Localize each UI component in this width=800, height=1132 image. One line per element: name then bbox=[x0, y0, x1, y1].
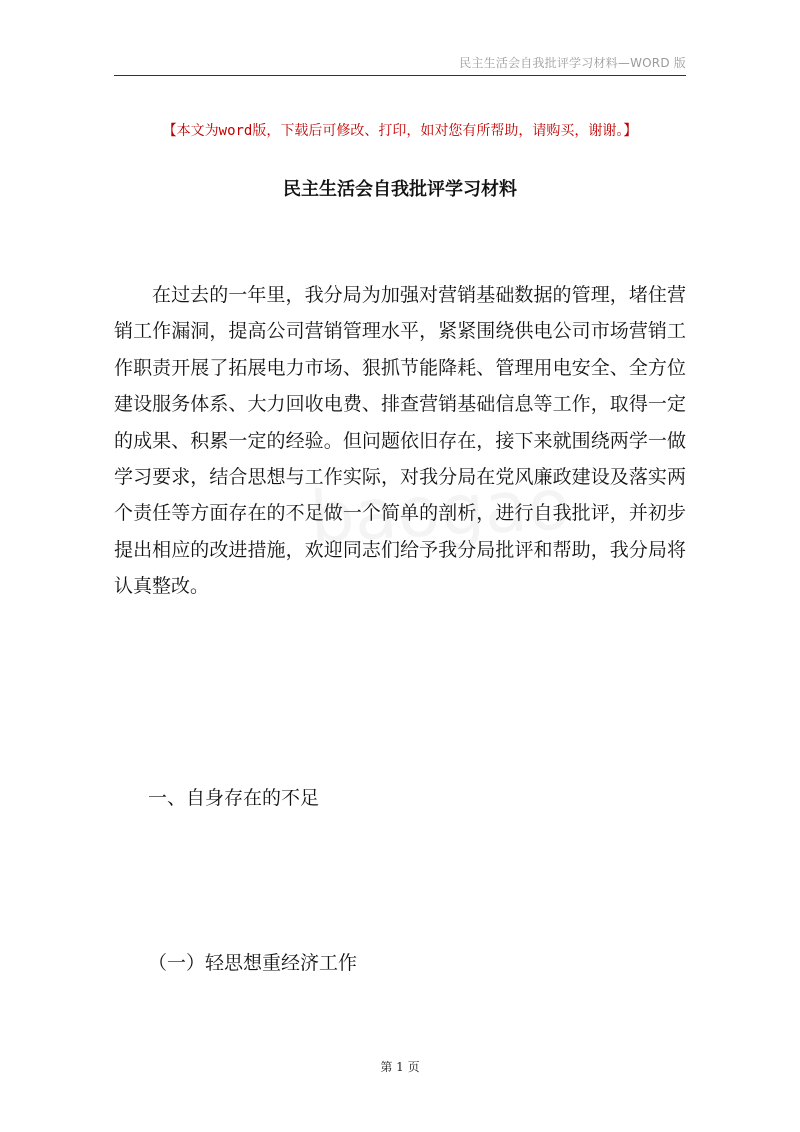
header-divider bbox=[114, 75, 686, 76]
section-heading: 一、自身存在的不足 bbox=[148, 787, 320, 809]
purchase-notice: 【本文为word版，下载后可修改、打印，如对您有所帮助，请购买，谢谢。】 bbox=[162, 123, 638, 139]
subsection-heading: （一）轻思想重经济工作 bbox=[148, 952, 358, 974]
document-title: 民主生活会自我批评学习材料 bbox=[283, 179, 517, 200]
running-header: 民主生活会自我批评学习材料—WORD 版 bbox=[459, 56, 686, 70]
page-number: 第 1 页 bbox=[380, 1060, 420, 1074]
intro-paragraph: 在过去的一年里，我分局为加强对营销基础数据的管理，堵住营销工作漏洞，提高公司营销管理水平，紧紧围绕供电公司市场营销工作职责开展了拓展电力市场、狠抓节能降耗、管理用电安全、全方位建设服务体系、大力回收电费、排查营销基础信息等工作，取得一定的成果、积累一定的经验。但问题依旧存在，接下来就围绕两学一做学习要求，结合思想与工作实际，对我分局在党风廉政建设及落实两个责任等方面存在的不足做一个简单的剖析，进行自我批评，并初步提出相应的改进措施，欢迎同志们给予我分局批评和帮助，我分局将认真整改。 bbox=[114, 284, 686, 598]
